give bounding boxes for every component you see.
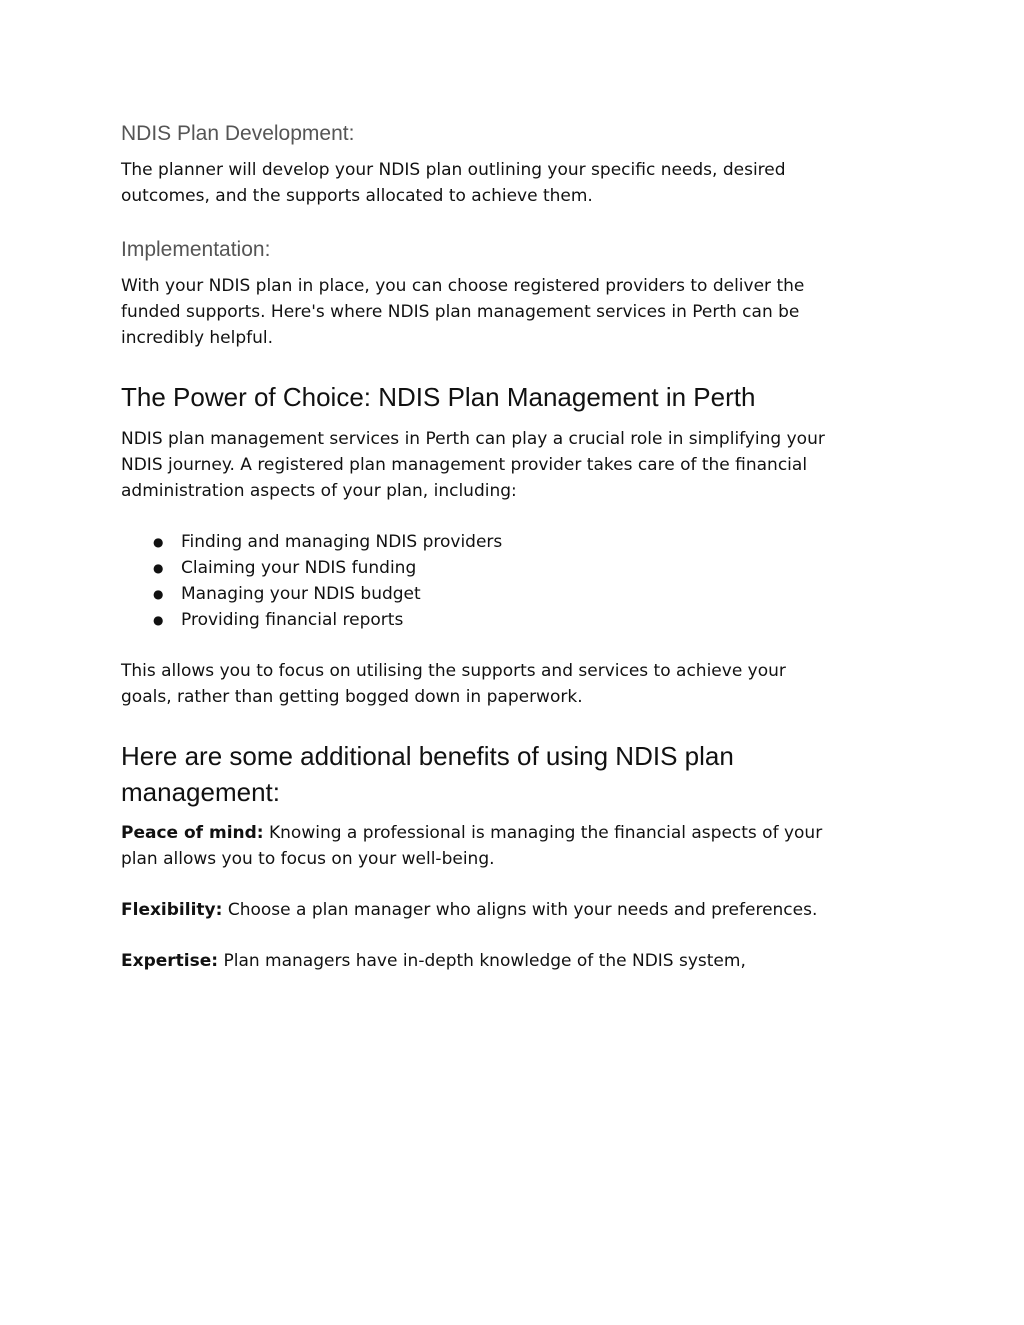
heading-power-of-choice: The Power of Choice: NDIS Plan Management in Perth	[121, 382, 756, 412]
heading-plan-development: NDIS Plan Development:	[121, 122, 355, 145]
bullet-icon: ●	[153, 535, 164, 549]
list-item	[121, 529, 901, 555]
list-item-text: Finding and managing NDIS providers	[181, 532, 503, 552]
benefit-label: Expertise:	[121, 951, 219, 971]
list-item-text: Claiming your NDIS funding	[181, 558, 417, 578]
bullet-icon: ●	[153, 613, 164, 627]
heading-line: Here are some additional benefits of using NDIS plan	[121, 741, 734, 771]
benefit-label: Flexibility:	[121, 900, 223, 920]
text-line: funded supports. Here's where NDIS plan management services in Perth can be	[121, 302, 800, 322]
list-item	[121, 555, 901, 581]
list-item-text: Managing your NDIS budget	[181, 584, 421, 604]
text-line: With your NDIS plan in place, you can choose registered providers to deliver the	[121, 276, 805, 296]
heading-implementation: Implementation:	[121, 238, 271, 261]
bullet-list	[121, 529, 901, 633]
benefit-peace-of-mind	[121, 820, 822, 872]
text-line: plan allows you to focus on your well-being.	[121, 849, 495, 869]
text-line: The planner will develop your NDIS plan outlining your specific needs, desired	[121, 160, 786, 180]
list-item	[121, 581, 901, 607]
text-line: NDIS plan management services in Perth can play a crucial role in simplifying your	[121, 429, 825, 449]
benefit-text: Knowing a professional is managing the financial aspects of your	[263, 823, 823, 843]
text-line: This allows you to focus on utilising the supports and services to achieve your	[121, 661, 786, 681]
paragraph-implementation	[121, 273, 804, 351]
benefit-expertise	[121, 948, 746, 974]
bullet-icon: ●	[153, 561, 164, 575]
text-line: goals, rather than getting bogged down in paperwork.	[121, 687, 583, 707]
benefit-flexibility	[121, 897, 817, 923]
heading-additional-benefits	[121, 738, 734, 810]
benefit-text: Choose a plan manager who aligns with your needs and preferences.	[222, 900, 818, 920]
paragraph-power-of-choice	[121, 426, 825, 504]
text-line: NDIS journey. A registered plan management provider takes care of the financial	[121, 455, 808, 475]
benefit-label: Peace of mind:	[121, 823, 264, 843]
text-line: incredibly helpful.	[121, 328, 274, 348]
heading-line: management:	[121, 777, 280, 807]
text-line: outcomes, and the supports allocated to achieve them.	[121, 186, 593, 206]
text-line	[121, 820, 822, 846]
text-line	[121, 948, 746, 974]
bullet-icon: ●	[153, 587, 164, 601]
paragraph-plan-development	[121, 157, 786, 209]
text-line: administration aspects of your plan, including:	[121, 481, 517, 501]
benefit-text: Plan managers have in-depth knowledge of the NDIS system,	[218, 951, 746, 971]
list-item-text: Providing financial reports	[181, 610, 404, 630]
paragraph-focus	[121, 658, 786, 710]
list-item	[121, 607, 901, 633]
text-line	[121, 897, 817, 923]
